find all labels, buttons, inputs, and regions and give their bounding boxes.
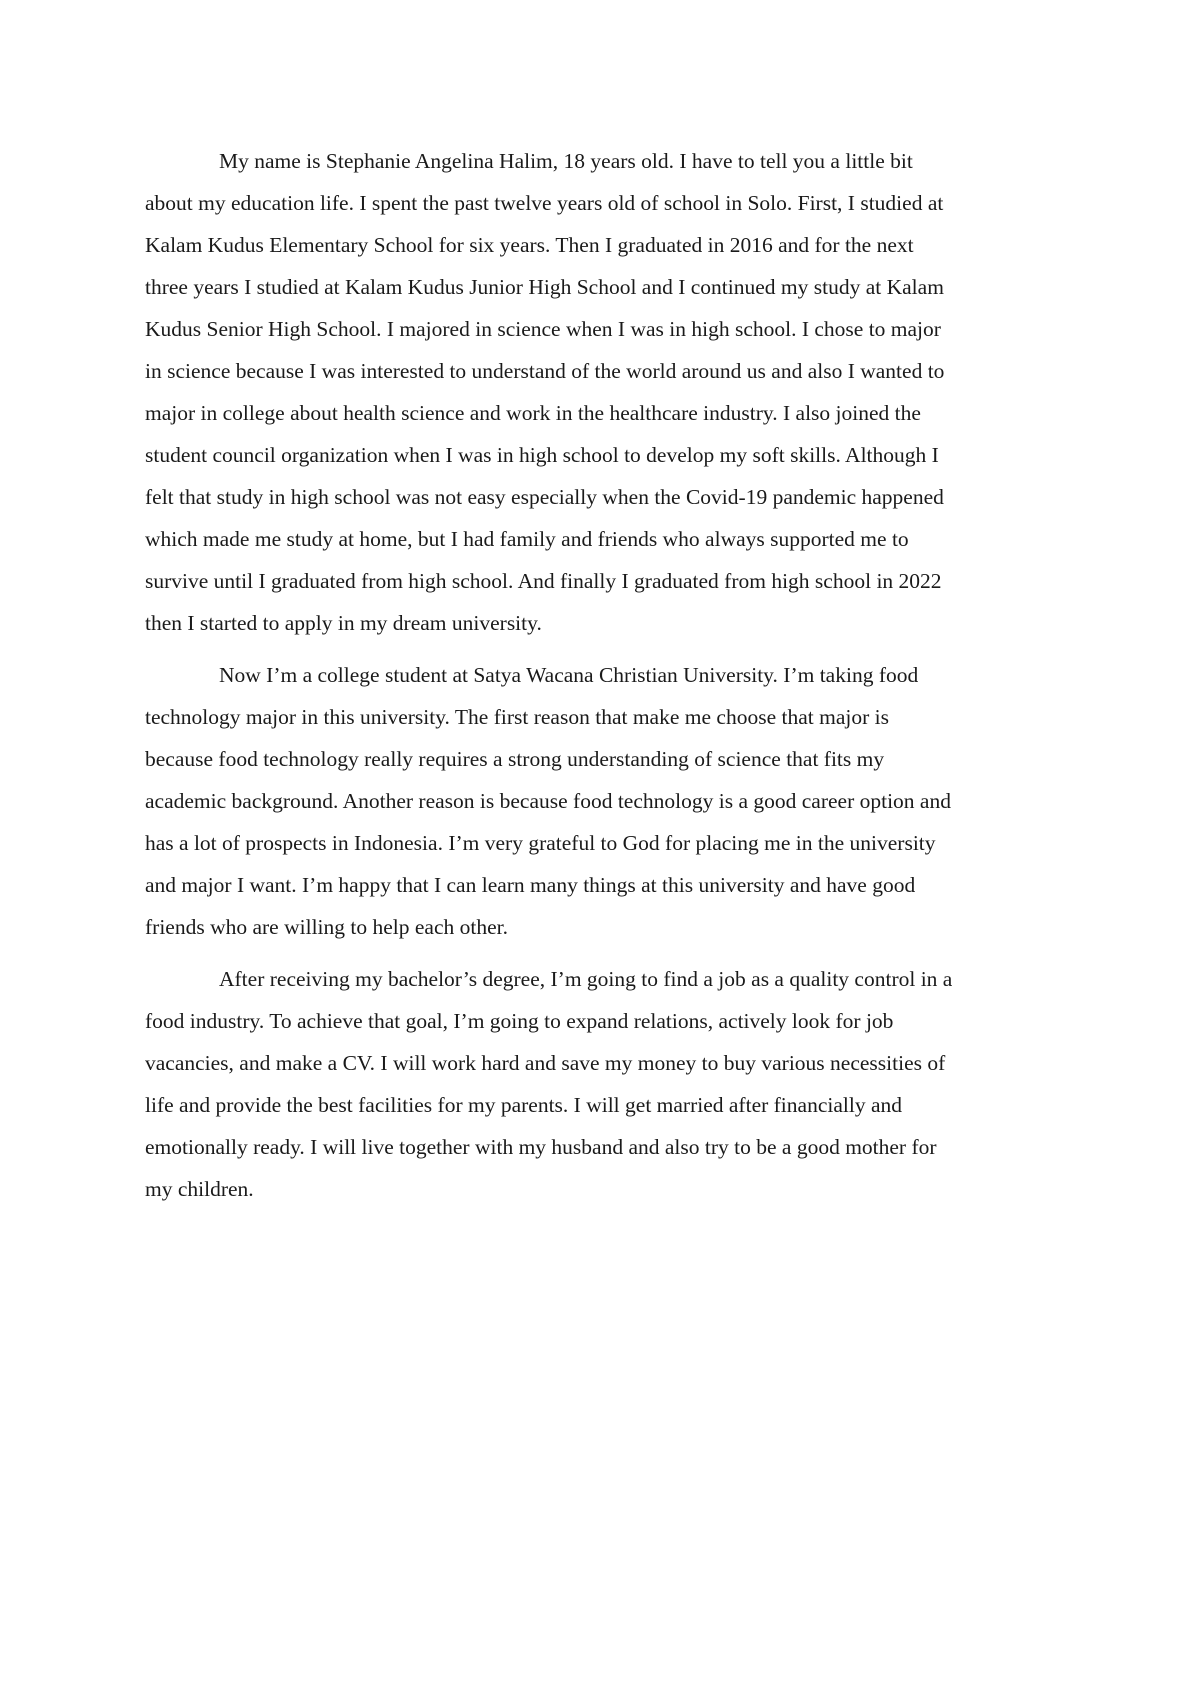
paragraph-college bbox=[145, 654, 1063, 948]
paragraph-line: three years I studied at Kalam Kudus Junior High School and I continued my study at Kalam bbox=[145, 275, 944, 299]
paragraph-line: because food technology really requires a strong understanding of science that fits my bbox=[145, 747, 885, 771]
paragraph-line: then I started to apply in my dream university. bbox=[145, 611, 542, 635]
paragraph-line: student council organization when I was in high school to develop my soft skills. Although I bbox=[145, 443, 939, 467]
paragraph-line: food industry. To achieve that goal, I’m going to expand relations, actively look for job bbox=[145, 1009, 894, 1033]
paragraph-line: survive until I graduated from high school. And finally I graduated from high school in 2022 bbox=[145, 569, 942, 593]
paragraph-line: emotionally ready. I will live together with my husband and also try to be a good mother for bbox=[145, 1135, 937, 1159]
paragraph-education bbox=[145, 140, 1063, 644]
paragraph-line: Kalam Kudus Elementary School for six years. Then I graduated in 2016 and for the next bbox=[145, 233, 914, 257]
paragraph-line: academic background. Another reason is because food technology is a good career option and bbox=[145, 789, 951, 813]
paragraph-line: Now I’m a college student at Satya Wacana Christian University. I’m taking food bbox=[219, 663, 919, 687]
paragraph-line: has a lot of prospects in Indonesia. I’m very grateful to God for placing me in the university bbox=[145, 831, 936, 855]
document-body bbox=[145, 140, 1063, 1220]
paragraph-line: felt that study in high school was not easy especially when the Covid-19 pandemic happened bbox=[145, 485, 944, 509]
paragraph-line: my children. bbox=[145, 1177, 254, 1201]
paragraph-line: major in college about health science and work in the healthcare industry. I also joined the bbox=[145, 401, 921, 425]
paragraph-line: After receiving my bachelor’s degree, I’m going to find a job as a quality control in a bbox=[219, 967, 953, 991]
paragraph-line: life and provide the best facilities for my parents. I will get married after financially and bbox=[145, 1093, 902, 1117]
paragraph-line: technology major in this university. The first reason that make me choose that major is bbox=[145, 705, 889, 729]
paragraph-line: friends who are willing to help each other. bbox=[145, 915, 509, 939]
paragraph-line: which made me study at home, but I had family and friends who always supported me to bbox=[145, 527, 909, 551]
paragraph-line: and major I want. I’m happy that I can learn many things at this university and have good bbox=[145, 873, 916, 897]
paragraph-line: Kudus Senior High School. I majored in science when I was in high school. I chose to major bbox=[145, 317, 941, 341]
paragraph-line: in science because I was interested to understand of the world around us and also I wanted to bbox=[145, 359, 945, 383]
paragraph-line: about my education life. I spent the past twelve years old of school in Solo. First, I studied at bbox=[145, 191, 944, 215]
paragraph-line: My name is Stephanie Angelina Halim, 18 years old. I have to tell you a little bit bbox=[219, 149, 913, 173]
paragraph-line: vacancies, and make a CV. I will work hard and save my money to buy various necessities of bbox=[145, 1051, 946, 1075]
paragraph-future-plans bbox=[145, 958, 1063, 1210]
